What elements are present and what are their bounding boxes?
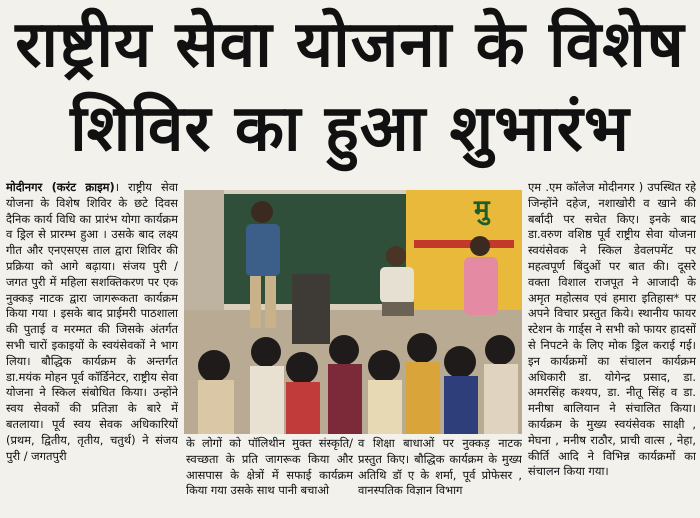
headline-line-2: शिविर का हुआ शुभारंभ bbox=[70, 92, 630, 166]
headline-line-1: राष्ट्रीय सेवा योजना के विशेष bbox=[15, 8, 685, 82]
article-column-right bbox=[528, 180, 696, 514]
article-text-mid-2: व शिक्षा बाधाओं पर नुक्कड़ नाटक प्रस्तुत किए। बौद्धिक कार्यक्रम के मुख्य अतिथि डॉ ए के शर्मा, पूर्व प्रोफेसर , वानस्पतिक विज्ञान विभाग bbox=[358, 436, 522, 498]
article-text-left: । राष्ट्रीय सेवा योजना के विशेष शिविर के छटे दिवस दैनिक कार्य विधि का प्रारंभ योगा कार्यक्रम व ड्रिल से प्रारम्भ हुआ । उसके बाद लक्ष्य गीत और एनएसएस ताल द्वारा शिविर की प्रक्रिया को आगे बढ़ाया। संजय पुरी / जगत पुरी में महिला सशक्तिकरण पर एक नुक्कड़ नाटक द्वारा जागरूकता कार्यक्रम किया गया । इसके बाद प्राईमरी पाठशाला की पुताई व मरम्मत की जिसके अंतर्गत सभी चारों इकाइयों के स्वयंसेवकों ने भाग लिया। बौद्धिक कार्यक्रम के अन्तर्गत डा.मयंक मोहन पूर्व कॉर्डिनेटर, राष्ट्रीय सेवा योजना ने स्किल संबोधित किया। उन्होंने स्वय सेवकों की प्रतिज्ञा के बारे में बतलाया। पूर्व स्वय सेवक अधिकारियों (प्रथम, द्वितीय, तृतीय, चतुर्थ) ने संजय पुरी / जगतपुरी bbox=[6, 180, 178, 463]
article-column-mid-2 bbox=[358, 436, 522, 516]
photo-illustration bbox=[184, 190, 522, 434]
news-photo bbox=[184, 190, 522, 434]
seated-teacher bbox=[464, 257, 498, 315]
dateline: मोदीनगर (करंट क्राइम) bbox=[6, 180, 115, 194]
article-column-mid-1 bbox=[186, 436, 353, 516]
speaker-figure bbox=[246, 224, 280, 276]
article-column-left bbox=[6, 180, 178, 514]
headline bbox=[0, 0, 700, 178]
banner-text: मु bbox=[474, 195, 490, 225]
article-text-right: एम .एम कॉलेज मोदीनगर ) उपस्थित रहे जिन्होंने दहेज, नशाखोरी व खाने की बर्बादी पर सचेत किए। इनके बाद डा.वरुण वशिष्ठ पूर्व राष्ट्रीय सेवा योजना स्वयंसेवक ने स्किल डेवलपमेंट पर महत्वपूर्ण बिंदुओं पर बात की। दूसरे वक्ता विशाल राजपूत ने आजादी के अमृत महोत्सव एवं हमारा इतिहास* पर अपने विचार प्रस्तुत किये। स्थानीय फायर स्टेशन के गार्ड्स ने सभी को फायर हादसों से निपटने के लिए मोक ड्रिल कराई गई। इन कार्यक्रमों का संचालन कार्यक्रम अधिकारी डा. योगेन्द्र प्रसाद, डा. अमरसिंह कश्यप, डा. नीतू सिंह व डा. मनीषा बालियान ने संचालित किया। कार्यक्रम के मुख्य स्वयंसेवक साक्षी , मेघना , मनीष राठौर, प्राची वात्स , नेहा, कीर्ति आदि ने विभिन्न कार्यक्रमों का संचालन किया गया। bbox=[528, 180, 696, 479]
article-text-mid-1: के लोगों को पॉलिथीन मुक्त संस्कृति/स्वच्छता के प्रति जागरूक किया और आसपास के क्षेत्रों में सफाई कार्यक्रम किया गया उसके साथ पानी बचाओ bbox=[186, 436, 353, 498]
seated-guest bbox=[380, 267, 414, 303]
